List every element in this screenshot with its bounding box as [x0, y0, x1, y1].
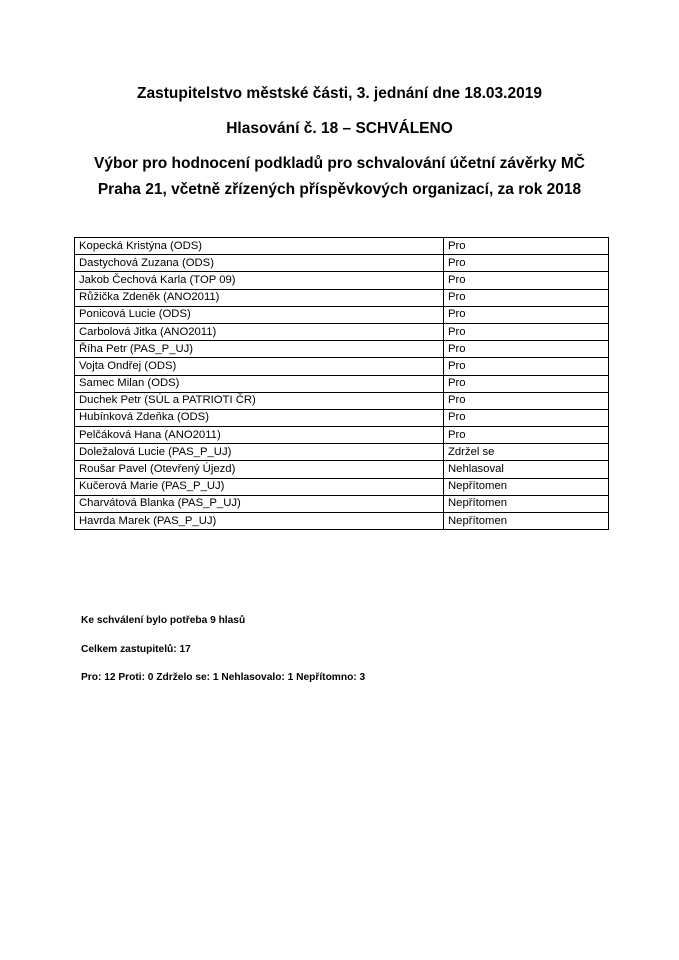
member-vote: Pro — [444, 392, 609, 409]
member-name: Dastychová Zuzana (ODS) — [75, 255, 444, 272]
table-row — [75, 495, 609, 512]
table-row — [75, 306, 609, 323]
resolution-title-line1: Výbor pro hodnocení podkladů pro schvalování účetní závěrky MČ — [94, 155, 585, 172]
member-name: Pelčáková Hana (ANO2011) — [75, 427, 444, 444]
member-vote: Pro — [444, 289, 609, 306]
member-vote: Zdržel se — [444, 444, 609, 461]
member-name: Samec Milan (ODS) — [75, 375, 444, 392]
member-name: Hubínková Zdeňka (ODS) — [75, 409, 444, 426]
member-name: Kučerová Marie (PAS_P_UJ) — [75, 478, 444, 495]
table-row — [75, 461, 609, 478]
member-vote: Pro — [444, 238, 609, 255]
total-members: Celkem zastupitelů: 17 — [81, 644, 191, 655]
table-row — [75, 289, 609, 306]
member-vote: Pro — [444, 255, 609, 272]
member-vote: Pro — [444, 427, 609, 444]
member-name: Růžička Zdeněk (ANO2011) — [75, 289, 444, 306]
table-row — [75, 255, 609, 272]
table-row — [75, 341, 609, 358]
vote-tally: Pro: 12 Proti: 0 Zdrželo se: 1 Nehlasovalo: 1 Nepřítomno: 3 — [81, 672, 366, 683]
table-row — [75, 392, 609, 409]
member-name: Jakob Čechová Karla (TOP 09) — [75, 272, 444, 289]
member-vote: Nepřítomen — [444, 478, 609, 495]
table-row — [75, 272, 609, 289]
member-name: Ponicová Lucie (ODS) — [75, 306, 444, 323]
member-vote: Nehlasoval — [444, 461, 609, 478]
member-name: Havrda Marek (PAS_P_UJ) — [75, 513, 444, 530]
table-row — [75, 427, 609, 444]
session-title: Zastupitelstvo městské části, 3. jednání dne 18.03.2019 — [137, 85, 542, 102]
required-votes: Ke schválení bylo potřeba 9 hlasů — [81, 615, 246, 626]
member-vote: Pro — [444, 341, 609, 358]
table-row — [75, 323, 609, 340]
member-vote: Pro — [444, 375, 609, 392]
vote-title: Hlasování č. 18 – SCHVÁLENO — [226, 120, 453, 137]
member-vote: Pro — [444, 323, 609, 340]
member-vote: Pro — [444, 306, 609, 323]
member-name: Charvátová Blanka (PAS_P_UJ) — [75, 495, 444, 512]
table-row — [75, 513, 609, 530]
member-vote: Pro — [444, 358, 609, 375]
member-vote: Pro — [444, 272, 609, 289]
member-vote: Pro — [444, 409, 609, 426]
table-row — [75, 375, 609, 392]
member-name: Říha Petr (PAS_P_UJ) — [75, 341, 444, 358]
votes-table — [74, 237, 609, 530]
member-name: Kopecká Kristýna (ODS) — [75, 238, 444, 255]
member-name: Roušar Pavel (Otevřený Újezd) — [75, 461, 444, 478]
member-vote: Nepřítomen — [444, 495, 609, 512]
table-row — [75, 444, 609, 461]
table-row — [75, 358, 609, 375]
table-row — [75, 409, 609, 426]
table-row — [75, 478, 609, 495]
member-name: Carbolová Jitka (ANO2011) — [75, 323, 444, 340]
resolution-title-line2: Praha 21, včetně zřízených příspěvkových organizací, za rok 2018 — [97, 181, 582, 198]
member-name: Doležalová Lucie (PAS_P_UJ) — [75, 444, 444, 461]
member-name: Duchek Petr (SÚL a PATRIOTI ČR) — [75, 392, 444, 409]
member-name: Vojta Ondřej (ODS) — [75, 358, 444, 375]
table-row — [75, 238, 609, 255]
member-vote: Nepřítomen — [444, 513, 609, 530]
